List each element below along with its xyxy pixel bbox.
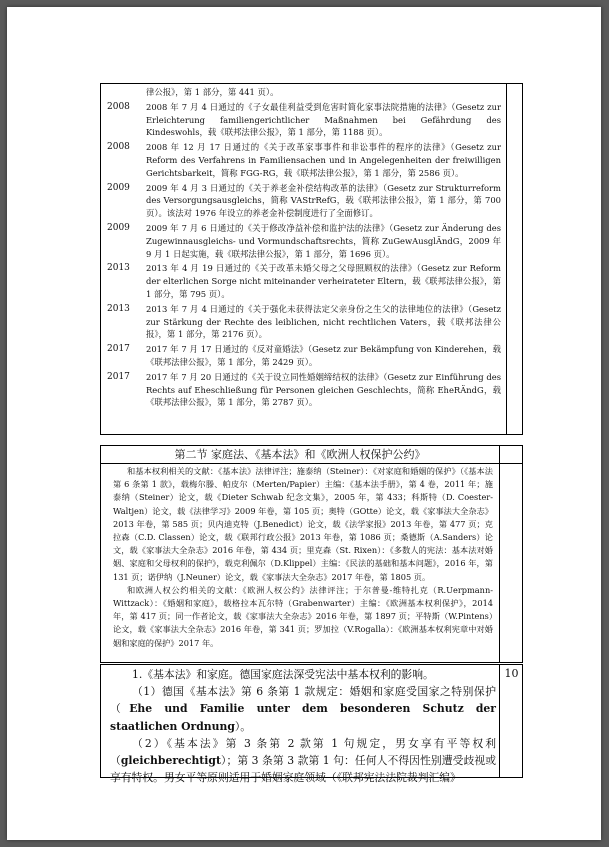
table-column-divider <box>499 665 500 777</box>
literature-paragraph: 和基本权利相关的文献：《基本法》法律评注；施泰纳（Steiner）：《对家庭和婚姻的保护》（《基本法第 6 条第 1 款》，载梅尔滕、帕皮尔（Merten/Papier）主编：《基本法手册》，第 4 卷，2011 年；施泰纳（Steiner）论文，载《Dieter Schwab 纪念文集》，2005 年，第 433；科斯特（D. Coester-Waltjen）论文，载《法律学习》2009 年卷，第 105 页；奥特（GOtte）论文，载《家事法大全杂志》2013 年卷，第 585 页；贝内迪克特（J.Benedict）论文，载《法学家报》2013 年卷，第 477 页；克拉森（C.D. Classen）论文，载《联邦行政公报》2013 年卷，第 1086 页；桑德斯（A.Sanders）论文，载《家事法大全杂志》2016 年卷，第 434 页；里克森（St. Rixen）：《多数人的宪法：基本法对婚姻、家庭和父母权利的保护》，载克利佩尔（D.Klippel）主编：《民法的基础和基本问题》，2016 年，第 131 页；诺伊纳（J.Neuner）论文，载《家事法大全杂志》2017 年卷，第 1805 页。 <box>113 466 493 582</box>
history-year: 2017 <box>107 371 130 382</box>
history-row <box>101 343 506 369</box>
main-text-box <box>100 664 523 785</box>
literature-paragraph: 和欧洲人权公约相关的文献：《欧洲人权公约》法律评注；于尔普曼-维特扎克（R.Uerpmann-Wittzack）：《婚姻和家庭》，载格拉本瓦尔特（Grabenwarter）主编：《欧洲基本权利保护》，2014 年，第 417 页；同一作者论文，载《家事法大全杂志》2016 年卷，第 1897 页；平特斯（W.Pintens）论文，载《家事法大全杂志》2016 年卷，第 341 页；罗加拉（V.Rogalla）：《欧洲基本权利宪章中对婚姻和家庭的保护》2017 年。 <box>113 584 493 648</box>
history-year: 2009 <box>107 222 130 233</box>
history-year: 2008 <box>107 101 130 112</box>
body-text: ）；第 3 条第 3 款第 1 句：任何人不得因性别遭受歧视或享有特权。男女平等原则适用于婚姻家庭领域（《联邦宪法法院裁判汇编》 <box>110 754 496 785</box>
history-row <box>101 371 506 409</box>
body-text: （2）《基本法》第 3 条第 2 款第 1 句规定，男女享有平等权利（ <box>110 736 496 768</box>
literature-box <box>100 463 523 663</box>
table-column-divider <box>499 464 500 662</box>
table-column-divider <box>499 446 500 463</box>
body-text: （1）德国《基本法》第 6 条第 1 款规定：婚姻和家庭受国家之特别保护（ <box>110 685 496 716</box>
german-term: gleichberechtigt <box>120 754 221 768</box>
table-column-divider <box>506 84 507 434</box>
history-row <box>101 141 506 179</box>
history-year: 2009 <box>107 182 130 193</box>
history-text: 2017 年 7 月 20 日通过的《关于设立同性婚姻缔结权的法律》（Gesetz zur Einführung des Rechts auf Eheschließung für Personen gleichen Geschlechts，简称 EheRÄndG，载《联邦法律公报》，第 1 部分，第 2787 页）。 <box>146 371 501 408</box>
history-year: 2008 <box>107 142 130 153</box>
history-row <box>101 303 506 341</box>
history-row <box>101 222 506 260</box>
section-title: 第二节 家庭法、《基本法》和《欧洲人权保护公约》 <box>174 448 426 461</box>
legislation-history-table <box>100 83 523 435</box>
body-paragraph <box>110 683 496 735</box>
history-text: 2008 年 7 月 4 日通过的《子女最佳利益受到危害时简化家事法院措施的法律》（Gesetz zur Erleichterung familiengerichtlicher Maßnahmen bei Gefährdung des Kindeswohls，载《联邦法律公报》，第 1 部分，第 1188 页）。 <box>146 101 501 138</box>
history-text: 律公报》，第 1 部分，第 441 页）。 <box>146 87 279 97</box>
history-row <box>101 182 506 220</box>
history-row <box>101 101 506 139</box>
history-year: 2013 <box>107 303 130 314</box>
margin-number: 10 <box>504 667 519 680</box>
history-year: 2017 <box>107 344 130 355</box>
document-page <box>7 7 601 840</box>
history-text: 2009 年 4 月 3 日通过的《关于养老金补偿结构改革的法律》（Gesetz zur Strukturreform des Versorgungsausgleichs，简称 VAStrRefG，载《联邦法律公报》，第 1 部分，第 700 页）。该法对 1976 年设立的养老金补偿制度进行了全面修订。 <box>146 182 501 219</box>
history-row <box>101 86 506 99</box>
history-text: 2013 年 4 月 19 日通过的《关于改革未婚父母之父母照顾权的法律》（Gesetz zur Reform der elterlichen Sorge nicht miteinander verheirateter Eltern，载《联邦法律公报》，第 1 部分，第 795 页）。 <box>146 263 501 299</box>
history-row <box>101 262 506 300</box>
history-text: 2017 年 7 月 17 日通过的《反对童婚法》（Gesetz zur Bekämpfung von Kinderehen，载《联邦法律公报》，第 1 部分，第 2429 页）。 <box>146 344 501 367</box>
section-heading-box <box>100 445 523 464</box>
body-paragraph: 1.《基本法》和家庭。德国家庭法深受宪法中基本权利的影响。 <box>132 668 434 681</box>
history-year: 2013 <box>107 263 130 274</box>
body-paragraph <box>110 735 496 787</box>
history-text: 2008 年 12 月 17 日通过的《关于改革家事事件和非讼事件的程序的法律》（Gesetz zur Reform des Verfahrens in Familiensachen und in Angelegenheiten der freiwilligen Gerichtsbarkeit，简称 FGG-RG，载《联邦法律公报》，第 1 部分，第 2586 页）。 <box>146 142 501 178</box>
history-text: 2009 年 7 月 6 日通过的《关于修改净益补偿和监护法的法律》（Gesetz zur Änderung des Zugewinnausgleichs- und Vormundschaftsrechts，简称 ZuGewAusglÄndG，2009 年 9 月 1 日起实施，载《联邦法律公报》，第 1 部分，第 1696 页）。 <box>146 222 501 259</box>
body-text: ）。 <box>234 719 252 733</box>
history-text: 2013 年 7 月 4 日通过的《关于强化未获得法定父亲身份之生父的法律地位的法律》（Gesetz zur Stärkung der Rechte des leiblichen, nicht rechtlichen Vaters，载《联邦法律公报》，第 1 部分，第 2176 页）。 <box>146 303 501 340</box>
german-term: Ehe und Familie unter dem besonderen Schutz der staatlichen Ordnung <box>110 702 496 733</box>
